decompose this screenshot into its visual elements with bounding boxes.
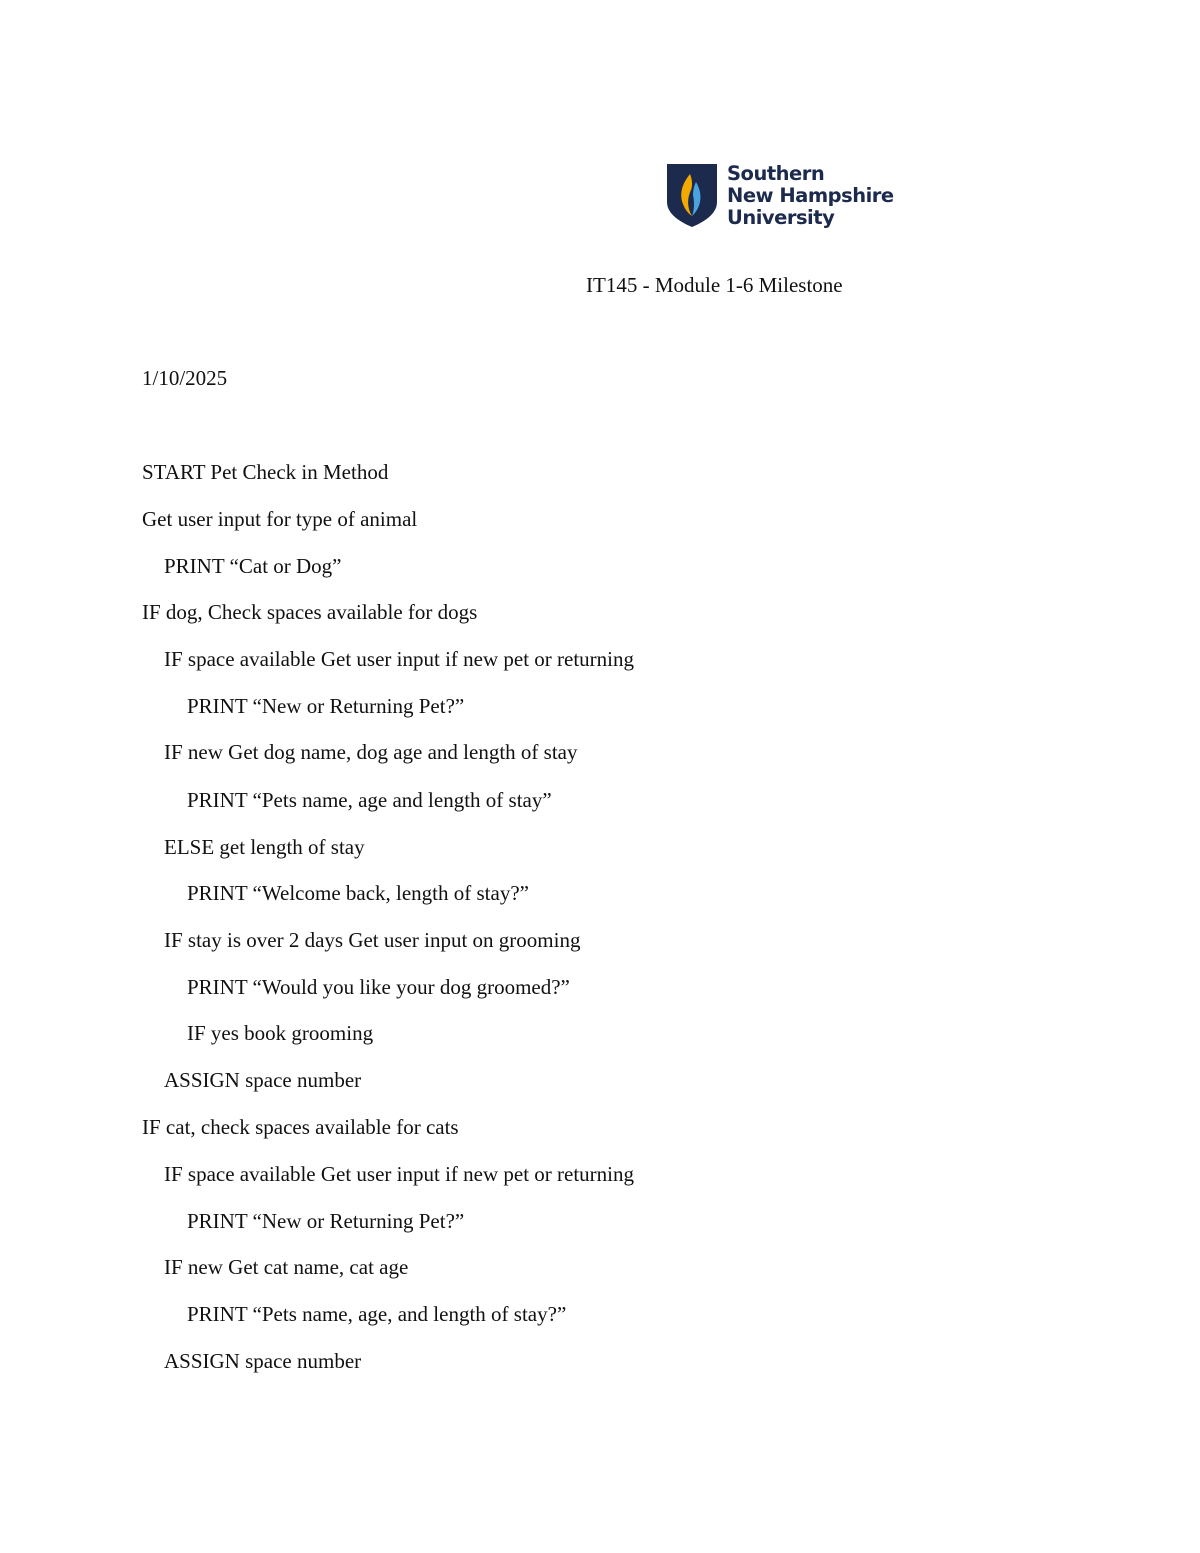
pseudocode-line: IF new Get cat name, cat age <box>164 1255 409 1279</box>
pseudocode-line: IF yes book grooming <box>187 1021 374 1045</box>
pseudocode-line: IF stay is over 2 days Get user input on grooming <box>164 928 581 952</box>
wordmark-line-3: University <box>727 206 835 229</box>
document-date: 1/10/2025 <box>142 366 228 390</box>
pseudocode-line: PRINT “Pets name, age and length of stay” <box>187 788 552 812</box>
pseudocode-line: ASSIGN space number <box>164 1068 362 1092</box>
pseudocode-line: ASSIGN space number <box>164 1349 362 1373</box>
pseudocode-line: IF cat, check spaces available for cats <box>142 1115 459 1139</box>
pseudocode-line: ELSE get length of stay <box>164 835 365 859</box>
pseudocode-line: START Pet Check in Method <box>142 460 389 484</box>
pseudocode-line: IF space available Get user input if new pet or returning <box>164 647 635 671</box>
pseudocode-line: IF space available Get user input if new pet or returning <box>164 1162 635 1186</box>
pseudocode-line: IF new Get dog name, dog age and length of stay <box>164 740 578 764</box>
pseudocode-line: PRINT “Welcome back, length of stay?” <box>187 881 529 905</box>
pseudocode-line: PRINT “New or Returning Pet?” <box>187 694 465 718</box>
pseudocode-line: PRINT “New or Returning Pet?” <box>187 1209 465 1233</box>
pseudocode-line: Get user input for type of animal <box>142 507 418 531</box>
pseudocode-line: PRINT “Would you like your dog groomed?” <box>187 975 570 999</box>
pseudocode-line: IF dog, Check spaces available for dogs <box>142 600 478 624</box>
pseudocode-line: PRINT “Pets name, age, and length of stay?” <box>187 1302 567 1326</box>
wordmark-line-1: Southern <box>727 162 825 185</box>
pseudocode-line: PRINT “Cat or Dog” <box>164 554 342 578</box>
document-title: IT145 - Module 1-6 Milestone <box>586 273 843 297</box>
wordmark-line-2: New Hampshire <box>727 184 894 207</box>
